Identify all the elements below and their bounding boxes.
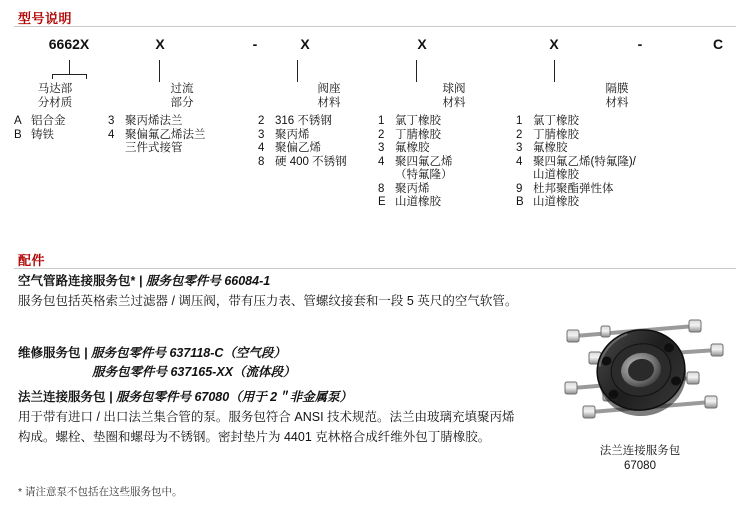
spec-column-wetted-parts bbox=[108, 82, 228, 156]
option-key: B bbox=[14, 128, 22, 141]
option-row bbox=[258, 142, 378, 156]
option-row bbox=[14, 129, 96, 143]
photo-caption-line2: 67080 bbox=[624, 460, 656, 472]
page-title: 型号说明 bbox=[18, 11, 73, 26]
option-value: 聚偏氟乙烯法兰 bbox=[125, 128, 206, 141]
option-key: E bbox=[378, 196, 386, 208]
option-key: 4 bbox=[108, 128, 115, 141]
column-heading: 球阀 材料 bbox=[442, 83, 466, 109]
footnote: * 请注意泵不包括在这些服务包中。 bbox=[18, 486, 183, 498]
accessory-asterisk: * bbox=[130, 274, 136, 288]
column-heading: 阀座 材料 bbox=[317, 83, 341, 109]
option-key: 2 bbox=[516, 128, 523, 141]
option-row bbox=[378, 183, 508, 197]
bracket-tick bbox=[86, 74, 87, 79]
option-value: 聚四氟乙烯 bbox=[395, 155, 453, 168]
option-key: 4 bbox=[516, 155, 523, 168]
option-row bbox=[378, 142, 508, 156]
option-value-continued: （特氟隆） bbox=[395, 169, 453, 181]
option-value: 三件式接管 bbox=[125, 142, 183, 154]
option-key: 4 bbox=[378, 155, 385, 168]
accessory-part-number: | 服务包零件号 67080（用于 2＂非金属泵） bbox=[109, 390, 353, 404]
option-row bbox=[14, 115, 96, 129]
option-row bbox=[108, 129, 228, 143]
option-value: 丁腈橡胶 bbox=[533, 128, 579, 141]
model-code-part: C bbox=[712, 36, 724, 52]
option-value: 聚丙烯 bbox=[395, 182, 430, 195]
option-value: 丁腈橡胶 bbox=[395, 128, 441, 141]
option-value: 铸铁 bbox=[31, 128, 54, 141]
accessory-part-number-secondary: 服务包零件号 637165-XX（流体段） bbox=[92, 365, 296, 379]
option-value: 氟橡胶 bbox=[395, 142, 430, 154]
option-key: 2 bbox=[378, 128, 385, 141]
accessory-heading-line bbox=[18, 272, 538, 291]
spec-column-ball-material bbox=[378, 82, 508, 210]
option-key: 3 bbox=[108, 115, 115, 127]
option-row bbox=[108, 142, 228, 156]
option-key: A bbox=[14, 115, 22, 127]
accessory-part-number: | 服务包零件号 66084-1 bbox=[138, 274, 271, 288]
option-value: 聚偏乙烯 bbox=[275, 142, 321, 154]
option-value: 硬 400 不锈钢 bbox=[275, 155, 347, 168]
spec-column-motor-material bbox=[14, 82, 96, 142]
accessory-heading-line bbox=[18, 388, 538, 407]
option-value: 氯丁橡胶 bbox=[533, 115, 579, 127]
option-row bbox=[258, 156, 378, 170]
option-key: 3 bbox=[378, 142, 385, 154]
photo-caption-line1: 法兰连接服务包 bbox=[599, 445, 681, 457]
option-key: 8 bbox=[378, 182, 385, 195]
accessory-heading: 法兰连接服务包 bbox=[18, 390, 106, 404]
option-key: 3 bbox=[258, 128, 265, 141]
option-value: 山道橡胶 bbox=[395, 196, 441, 208]
option-row bbox=[378, 196, 508, 210]
option-row bbox=[516, 129, 696, 143]
model-code-part: X bbox=[155, 36, 165, 52]
option-value: 聚四氟乙烯(特氟隆)/ bbox=[533, 155, 636, 168]
option-row bbox=[516, 156, 696, 183]
bracket-stem bbox=[554, 60, 555, 82]
column-heading: 隔膜 材料 bbox=[605, 83, 629, 109]
model-code-part: X bbox=[417, 36, 427, 52]
option-key: B bbox=[516, 196, 524, 208]
option-row bbox=[516, 196, 696, 210]
accessory-heading-line bbox=[18, 344, 538, 363]
option-row bbox=[108, 115, 228, 129]
option-value-continued: 山道橡胶 bbox=[533, 169, 579, 181]
option-row bbox=[516, 183, 696, 197]
option-key: 3 bbox=[516, 142, 523, 154]
flange-kit-photo bbox=[545, 300, 735, 440]
option-value: 氟橡胶 bbox=[533, 142, 568, 154]
product-photo-block bbox=[545, 300, 735, 474]
bracket-stem bbox=[297, 60, 298, 82]
bracket-tick bbox=[52, 74, 53, 79]
option-key: 2 bbox=[258, 115, 265, 127]
option-row bbox=[258, 129, 378, 143]
option-row bbox=[378, 129, 508, 143]
spec-column-diaphragm-material bbox=[516, 82, 696, 210]
bracket-bar bbox=[52, 74, 87, 75]
model-code-row bbox=[0, 36, 750, 60]
option-value: 聚丙烯法兰 bbox=[125, 115, 183, 127]
column-heading: 过流 部分 bbox=[170, 83, 194, 109]
accessory-item-flange-kit bbox=[18, 388, 538, 447]
option-row bbox=[516, 142, 696, 156]
model-code-part: X bbox=[549, 36, 559, 52]
divider-top bbox=[14, 26, 736, 27]
option-value: 氯丁橡胶 bbox=[395, 115, 441, 127]
photo-caption bbox=[545, 444, 735, 474]
accessory-heading: 维修服务包 bbox=[18, 346, 81, 360]
accessory-description: 用于带有进口 / 出口法兰集合管的泵。服务包符合 ANSI 技术规范。法兰由玻璃充填聚丙烯构成。螺栓、垫圈和螺母为不锈钢。密封垫片为 4401 克林格合成纤维外包丁腈橡胶。 bbox=[18, 410, 515, 444]
option-row bbox=[516, 115, 696, 129]
accessory-heading: 空气管路连接服务包 bbox=[18, 274, 131, 288]
model-code-part: X bbox=[300, 36, 310, 52]
option-key: 1 bbox=[378, 115, 385, 127]
column-heading: 马达部 分材质 bbox=[37, 83, 73, 109]
model-code-dash: - bbox=[637, 36, 643, 52]
option-key: 1 bbox=[516, 115, 523, 127]
option-key: 4 bbox=[258, 142, 265, 154]
bracket-stem bbox=[69, 60, 70, 74]
option-key: 9 bbox=[516, 182, 523, 195]
model-code-dash: - bbox=[252, 36, 258, 52]
accessories-title: 配件 bbox=[18, 253, 46, 268]
accessory-item-air-line bbox=[18, 272, 538, 311]
option-value: 聚丙烯 bbox=[275, 128, 310, 141]
option-row bbox=[378, 156, 508, 183]
option-key: 8 bbox=[258, 155, 265, 168]
option-row bbox=[258, 115, 378, 129]
option-value: 316 不锈钢 bbox=[275, 115, 332, 127]
accessory-description: 服务包包括英格索兰过滤器 / 调压阀，带有压力表、管螺纹接套和一段 5 英尺的空气软管。 bbox=[18, 294, 518, 308]
accessory-item-service-kit bbox=[18, 344, 538, 382]
bracket-stem bbox=[416, 60, 417, 82]
divider-accessories bbox=[14, 268, 736, 269]
option-value: 山道橡胶 bbox=[533, 196, 579, 208]
accessory-part-number: | 服务包零件号 637118-C（空气段） bbox=[84, 346, 286, 360]
bracket-stem bbox=[159, 60, 160, 82]
option-value: 铝合金 bbox=[31, 115, 66, 127]
model-code-part: 6662X bbox=[48, 36, 90, 52]
option-value: 杜邦聚酯弹性体 bbox=[533, 182, 614, 195]
spec-column-seat-material bbox=[258, 82, 378, 169]
option-row bbox=[378, 115, 508, 129]
